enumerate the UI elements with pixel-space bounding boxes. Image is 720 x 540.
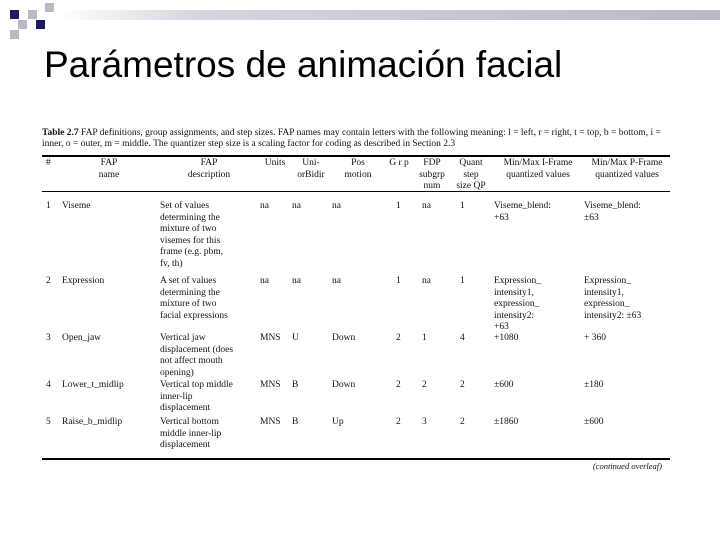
- table-cell: Viseme: [62, 201, 91, 211]
- deco-square: [36, 20, 45, 29]
- table-cell: Vertical bottom middle inner-lip displacement: [160, 417, 222, 450]
- table-cell: 3: [46, 333, 51, 343]
- table-cell: Expression_ intensity1, expression_ intensity2: +63: [494, 276, 541, 332]
- table-caption-text: FAP definitions, group assignments, and step sizes. FAP names may contain letters with the following meaning: l = left, r = right, t = top, b = bottom, i = inner, o = outer, m = middle. The quantizer step size is a scaling factor for coding as described in Section 2.3: [42, 128, 661, 149]
- table-cell: ±1860: [494, 417, 519, 427]
- table-cell: MNS: [260, 380, 281, 390]
- table-cell: 5: [46, 417, 51, 427]
- slide-title: Parámetros de animación facial: [44, 44, 563, 85]
- table-cell: Down: [332, 380, 356, 390]
- table-cell: 2: [396, 417, 401, 427]
- table-cell: 1: [460, 276, 465, 286]
- table-cell: MNS: [260, 333, 281, 343]
- table-cell: 1: [396, 276, 401, 286]
- column-header: #: [46, 158, 51, 168]
- table-cell: 2: [46, 276, 51, 286]
- table-cell: MNS: [260, 417, 281, 427]
- table-cell: 3: [422, 417, 427, 427]
- table-cell: U: [292, 333, 299, 343]
- table-bottom-rule: [42, 458, 670, 460]
- deco-square: [28, 10, 37, 19]
- table-cell: na: [260, 276, 269, 286]
- table-label: Table 2.7: [42, 128, 79, 138]
- column-header: FAP name: [98, 158, 120, 180]
- table-cell: Up: [332, 417, 344, 427]
- table-cell: 2: [460, 417, 465, 427]
- table-cell: Raise_b_midlip: [62, 417, 123, 427]
- deco-square: [18, 20, 27, 29]
- table-cell: na: [422, 201, 431, 211]
- deco-square: [10, 10, 19, 19]
- table-cell: ±180: [584, 380, 604, 390]
- table-cell: 4: [46, 380, 51, 390]
- table-image: [42, 128, 670, 471]
- table-cell: Vertical top middle inner-lip displacement: [160, 380, 233, 413]
- deco-square: [45, 3, 54, 12]
- column-header: FDP subgrp num: [419, 158, 445, 191]
- table-cell: ±600: [584, 417, 604, 427]
- column-header: Min/Max P-Frame quantized values: [591, 158, 663, 180]
- column-header: Pos motion: [344, 158, 372, 180]
- table-cell: Viseme_blend: +63: [494, 201, 551, 223]
- table-cell: B: [292, 417, 299, 427]
- column-header: G r p: [389, 158, 409, 168]
- table-cell: Down: [332, 333, 356, 343]
- table-cell: B: [292, 380, 299, 390]
- deco-square: [10, 30, 19, 39]
- table-cell: 1: [422, 333, 427, 343]
- table-cell: +1080: [494, 333, 519, 343]
- table-cell: 2: [460, 380, 465, 390]
- table-caption: [42, 128, 670, 149]
- table-cell: 2: [422, 380, 427, 390]
- column-header: Uni- orBidir: [297, 158, 325, 180]
- table-cell: na: [260, 201, 269, 211]
- table-footer: (continued overleaf): [592, 461, 662, 471]
- table-top-rule: [42, 155, 670, 157]
- table-cell: na: [332, 201, 341, 211]
- table-cell: na: [292, 276, 301, 286]
- table-cell: Open_jaw: [62, 333, 102, 343]
- table-cell: 1: [460, 201, 465, 211]
- table-cell: ±600: [494, 380, 514, 390]
- table-cell: 1: [396, 201, 401, 211]
- column-header: Quant step size QP: [456, 158, 486, 191]
- table-cell: Expression_ intensity1, expression_ intensity2: ±63: [584, 276, 642, 321]
- table-header-rule: [42, 191, 670, 192]
- column-header: Units: [264, 158, 286, 168]
- table-cell: Vertical jaw displacement (does not affect mouth opening): [160, 333, 234, 378]
- table-cell: Lower_t_midlip: [62, 380, 124, 390]
- top-gradient-bar: [60, 10, 720, 20]
- table-cell: na: [292, 201, 301, 211]
- table-cell: Viseme_blend: ±63: [584, 201, 641, 223]
- table-cell: A set of values determining the mixture of two facial expressions: [160, 276, 228, 321]
- table-cell: + 360: [584, 333, 606, 343]
- table-cell: 1: [46, 201, 51, 211]
- table-cell: Expression: [62, 276, 105, 286]
- decorative-squares: [0, 0, 60, 40]
- table-cell: 2: [396, 333, 401, 343]
- column-header: FAP description: [187, 158, 231, 180]
- table-cell: na: [422, 276, 431, 286]
- table-cell: na: [332, 276, 341, 286]
- table-cell: 2: [396, 380, 401, 390]
- column-header: Min/Max I-Frame quantized values: [503, 158, 573, 180]
- table-cell: 4: [460, 333, 465, 343]
- table-cell: Set of values determining the mixture of two visemes for this frame (e.g. pbm, fv, th): [160, 201, 224, 269]
